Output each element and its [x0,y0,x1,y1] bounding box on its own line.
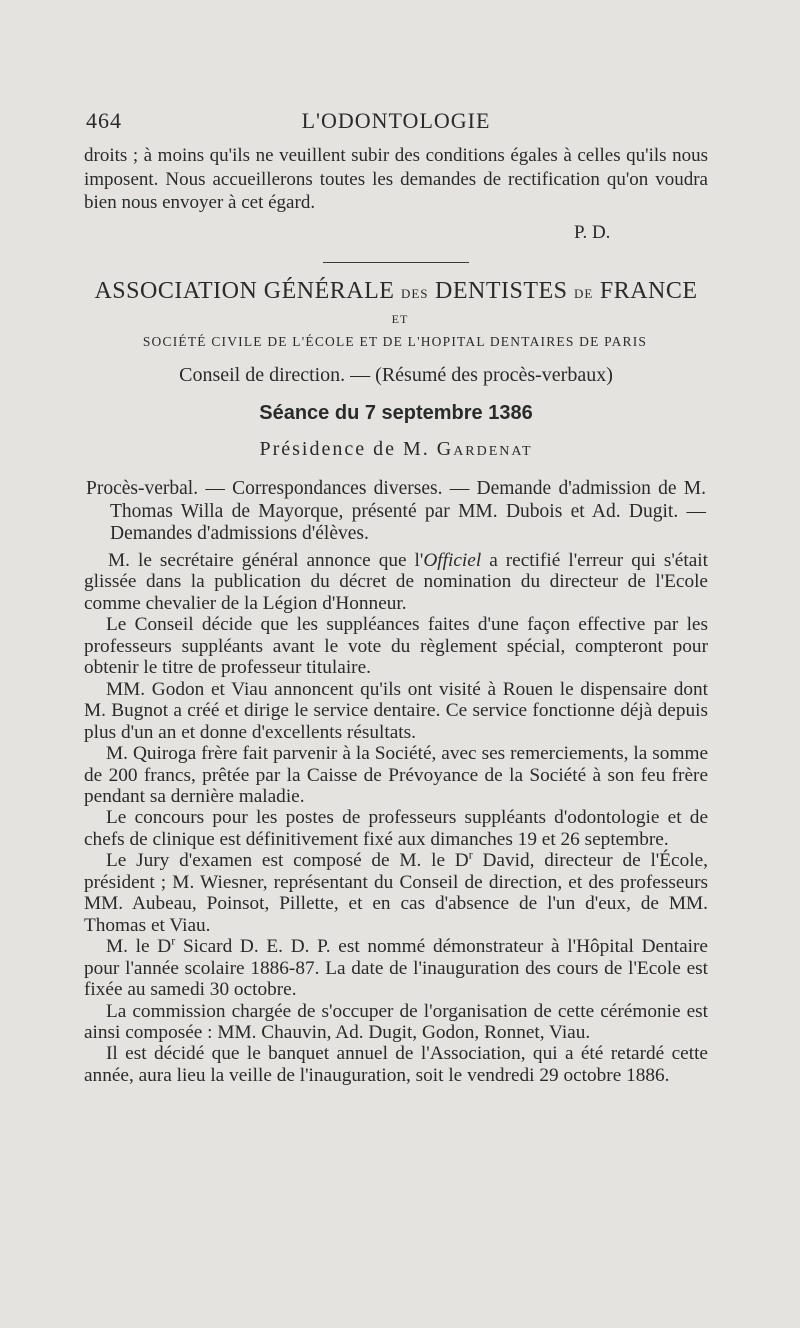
association-title-part1: ASSOCIATION GÉNÉRALE [94,278,395,304]
paragraph-8: La commission chargée de s'occuper de l'organisation de cette cérémonie est ainsi composée : MM. Chauvin, Ad. Dugit, Godon, Ronnet, Viau. [84,1000,708,1043]
paragraph-6 [84,847,708,936]
intro-paragraph [84,144,708,215]
paragraph-3: MM. Godon et Viau annoncent qu'ils ont visité à Rouen le dispensaire dont M. Bugnot a créé et dirige le service dentaire. Ce service fonctionne déjà depuis plus d'un an et donne d'excellents résultats. [84,678,708,743]
paragraph-4: M. Quiroga frère fait parvenir à la Société, avec ses remerciements, la somme de 200 francs, prêtée par la Caisse de Prévoyance de la Société à son feu frère pendant sa dernière maladie. [84,743,708,807]
association-title-part3: FRANCE [599,278,698,304]
paragraph-7-b: Sicard D. E. D. P. est nommé démonstrateur à l'Hôpital Dentaire pour l'année scolaire 1886-87. La date de l'inauguration des cours de l'Ecole est fixée au samedi 30 octobre. [84,936,708,1001]
association-title-des: DES [400,286,429,301]
presidence-prefix: Présidence de M. [259,438,430,460]
paragraph-7-a: M. le D [106,936,172,958]
presidence-line [86,438,706,461]
paragraph-7-sup: r [171,933,176,948]
paragraph-6-a: Le Jury d'examen est composé de M. le D [106,850,469,872]
running-title: L'ODONTOLOGIE [301,108,491,133]
seance-title: Séance du 7 septembre 1386 [259,402,533,424]
pv-summary-text: Procès-verbal. — Correspondances diverses. — Demande d'admission de M. Thomas Willa de Mayorque, présenté par MM. Dubois et Ad. Dugit. — Demandes d'admissions d'élèves. [86,478,706,544]
paragraph-9: Il est décidé que le banquet annuel de l'Association, qui a été retardé cette année, aura lieu la veille de l'inauguration, soit le vendredi 29 octobre 1886. [84,1043,708,1086]
pv-summary [86,478,706,546]
minutes-body [84,550,708,1086]
paragraph-6-b: David, directeur de l'École, président ; M. Wiesner, représentant du Conseil de direction, et des professeurs MM. Aubeau, Poinsot, Pillette, et en cas d'absence de l'un d'eux, de MM. Thomas et Viau. [84,850,708,936]
paragraph-7 [84,933,708,1001]
paragraph-1 [84,550,708,614]
conseil-heading: Conseil de direction. — (Résumé des procès-verbaux) [179,364,613,386]
section-divider [323,262,469,263]
paragraph-1-after: a rectifié l'erreur qui s'était glissée dans la publication du décret de nomination du directeur de l'Ecole comme chevalier de la Légion d'Honneur. [84,550,708,614]
paragraph-1-before: M. le secrétaire général annonce que l' [108,550,424,571]
association-title [86,278,706,305]
signature: P. D. [574,222,611,243]
page-number: 464 [86,108,122,133]
association-et: ET [391,312,409,326]
association-title-part2: DENTISTES [435,278,568,304]
paragraph-6-sup: r [468,847,473,862]
societe-subtitle: SOCIÉTÉ CIVILE DE L'ÉCOLE ET DE L'HOPITAL DENTAIRES DE PARIS [142,334,648,349]
president-name: Gardenat [436,438,533,460]
page-header [86,108,706,138]
paragraph-5: Le concours pour les postes de professeurs suppléants d'odontologie et de chefs de clinique est définitivement fixé aux dimanches 19 et 26 septembre. [84,807,708,850]
paragraph-1-italic: Officiel [423,550,482,571]
intro-text: droits ; à moins qu'ils ne veuillent subir des conditions égales à celles qu'ils nous imposent. Nous accueillerons toutes les demandes de rectification qu'on voudra bien nous envoyer à cet égard. [84,145,708,213]
paragraph-2: Le Conseil décide que les suppléances faites d'une façon effective par les professeurs suppléants avant le vote du règlement spécial, compteront pour obtenir le titre de professeur titulaire. [84,614,708,679]
association-title-de: DE [574,286,594,301]
